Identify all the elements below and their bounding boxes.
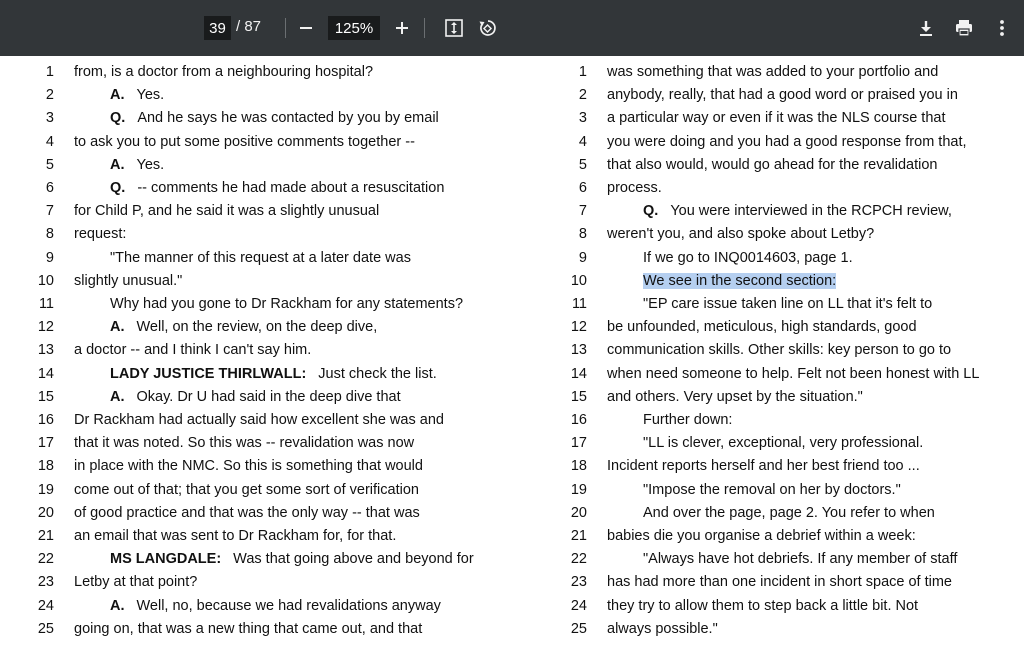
line-number: 11 <box>38 296 54 312</box>
line-number: 3 <box>45 110 54 127</box>
line-text <box>643 432 923 455</box>
line-number: 17 <box>570 435 587 452</box>
speech-text: has had more than one incident in short space of time <box>607 574 952 591</box>
line-text <box>607 84 958 107</box>
speech-text: "LL is clever, exceptional, very professional. <box>643 435 924 452</box>
speech-text: weren't you, and also spoke about Letby? <box>607 226 875 243</box>
download-button[interactable] <box>912 14 940 42</box>
line-text <box>110 154 164 177</box>
line-text <box>74 502 420 525</box>
toolbar-divider <box>424 18 425 38</box>
speech-text: for Child P, and he said it was a slightly unusual <box>74 203 380 220</box>
line-number: 22 <box>570 551 587 568</box>
line-number: 9 <box>578 249 587 266</box>
line-text <box>74 618 422 641</box>
line-text <box>74 409 444 432</box>
more-options-button[interactable] <box>988 14 1016 42</box>
line-text <box>74 432 414 455</box>
zoom-in-button[interactable] <box>388 14 416 42</box>
line-text <box>110 386 401 409</box>
line-number: 12 <box>570 319 587 336</box>
speech-text: Yes. <box>136 156 165 173</box>
speaker-label: A. <box>110 87 125 104</box>
line-text <box>110 177 444 200</box>
speech-text: be unfounded, meticulous, high standards, good <box>607 319 917 336</box>
line-text <box>643 200 952 223</box>
line-number: 16 <box>37 412 54 428</box>
speech-text: going on, that was a new thing that came out, and that <box>74 620 423 637</box>
speech-text: communication skills. Other skills: key person to go to <box>607 342 952 359</box>
speech-text: always possible." <box>607 620 718 637</box>
speech-text: a doctor -- and I think I can't say him. <box>74 342 312 359</box>
speech-text: babies die you organise a debrief within a week: <box>607 528 916 544</box>
line-number: 23 <box>570 574 587 591</box>
page-number-input[interactable]: 39 <box>204 16 231 40</box>
line-number: 5 <box>45 156 54 173</box>
line-number: 6 <box>45 180 54 196</box>
line-text <box>643 502 935 525</box>
line-text <box>643 479 901 502</box>
line-number: 25 <box>570 620 587 637</box>
line-number: 17 <box>37 435 54 452</box>
speech-text: to ask you to put some positive comments together -- <box>74 133 415 150</box>
line-text <box>607 525 916 548</box>
speech-text: Was that going above and beyond for <box>233 551 474 568</box>
line-text <box>607 61 938 84</box>
line-text <box>110 247 411 270</box>
line-text <box>110 107 439 130</box>
line-number: 9 <box>45 249 54 266</box>
speech-text: Dr Rackham had actually said how excellent she was and <box>74 412 444 428</box>
speech-text: they try to allow them to step back a little bit. Not <box>607 597 919 614</box>
line-number: 2 <box>45 87 54 104</box>
line-number: 2 <box>578 87 587 104</box>
speech-text: was something that was added to your portfolio and <box>607 64 939 80</box>
line-number: 6 <box>578 180 587 196</box>
speech-text: Well, no, because we had revalidations anyway <box>136 597 441 614</box>
speech-text: Letby at that point? <box>74 574 198 591</box>
line-text <box>607 177 662 200</box>
line-number: 13 <box>37 342 54 359</box>
line-text <box>74 455 423 478</box>
speech-text: Well, on the review, on the deep dive, <box>136 319 378 336</box>
speaker-label: LADY JUSTICE THIRLWALL: <box>110 365 307 382</box>
line-text <box>607 363 979 386</box>
line-number: 12 <box>37 319 54 336</box>
speech-text: a particular way or even if it was the NLS course that <box>607 110 946 127</box>
line-text <box>607 618 718 641</box>
speech-text: slightly unusual." <box>74 272 183 289</box>
line-number: 19 <box>37 481 54 498</box>
line-number: 18 <box>570 458 587 475</box>
document-page <box>0 56 1024 653</box>
line-number: 25 <box>37 620 54 637</box>
speaker-label: A. <box>110 597 125 614</box>
line-number: 1 <box>578 64 587 80</box>
fit-page-button[interactable] <box>440 14 468 42</box>
line-number: 15 <box>570 388 587 405</box>
line-text <box>607 131 967 154</box>
line-number: 8 <box>578 226 587 243</box>
line-number: 13 <box>570 342 587 359</box>
pdf-toolbar <box>0 0 1024 56</box>
line-text <box>74 200 379 223</box>
line-text <box>643 293 932 316</box>
print-icon <box>954 18 974 38</box>
line-text <box>74 223 126 246</box>
speaker-label: A. <box>110 388 125 405</box>
line-text <box>607 571 952 594</box>
line-text <box>74 270 182 293</box>
line-number: 20 <box>570 504 587 521</box>
line-number: 20 <box>37 504 54 521</box>
line-number: 7 <box>578 203 587 220</box>
highlighted-text: We see in the second section: <box>643 272 837 289</box>
line-text <box>74 131 415 154</box>
line-text <box>643 548 957 571</box>
speaker-label: MS LANGDALE: <box>110 551 222 568</box>
rotate-button[interactable] <box>474 14 502 42</box>
page-total: / 87 <box>236 18 262 35</box>
line-number: 3 <box>578 110 587 127</box>
plus-icon <box>394 20 410 36</box>
speech-text: And he says he was contacted by you by email <box>137 110 439 127</box>
speaker-label: Q. <box>643 203 659 220</box>
speech-text: Further down: <box>643 412 733 428</box>
zoom-out-button[interactable] <box>292 14 320 42</box>
line-text <box>607 339 951 362</box>
line-text <box>607 223 874 246</box>
line-number: 23 <box>37 574 54 591</box>
line-number: 16 <box>570 412 587 428</box>
line-number: 4 <box>45 133 54 150</box>
line-number: 15 <box>37 388 54 405</box>
speech-text: and others. Very upset by the situation." <box>607 388 863 405</box>
line-text <box>607 107 946 130</box>
speech-text: Yes. <box>136 87 165 104</box>
line-number: 8 <box>45 226 54 243</box>
print-button[interactable] <box>950 14 978 42</box>
line-text <box>74 525 396 548</box>
line-text <box>607 455 920 478</box>
speech-text: Why had you gone to Dr Rackham for any statements? <box>110 296 464 312</box>
line-number: 22 <box>37 551 54 568</box>
line-text <box>110 316 377 339</box>
line-text <box>607 595 918 618</box>
speaker-label: Q. <box>110 180 126 196</box>
line-number: 19 <box>570 481 587 498</box>
line-number: 5 <box>578 156 587 173</box>
line-number: 4 <box>578 133 587 150</box>
speech-text: of good practice and that was the only way -- that was <box>74 504 420 521</box>
line-number: 11 <box>571 296 587 312</box>
line-text <box>110 293 463 316</box>
speech-text: "EP care issue taken line on LL that it's felt to <box>643 296 933 312</box>
speech-text: "Always have hot debriefs. If any member of staff <box>643 551 958 568</box>
line-text <box>607 386 863 409</box>
line-number: 14 <box>570 365 587 382</box>
speaker-label: Q. <box>110 110 126 127</box>
line-number: 21 <box>37 528 54 544</box>
speech-text: Just check the list. <box>318 365 437 382</box>
line-number: 1 <box>45 64 54 80</box>
speech-text: If we go to INQ0014603, page 1. <box>643 249 853 266</box>
speech-text: come out of that; that you get some sort of verification <box>74 481 419 498</box>
speaker-label: A. <box>110 319 125 336</box>
speaker-label: A. <box>110 156 125 173</box>
rotate-icon <box>478 18 498 38</box>
speech-text: "The manner of this request at a later date was <box>110 249 411 266</box>
speech-text: from, is a doctor from a neighbouring hospital? <box>74 64 374 80</box>
line-text <box>643 409 732 432</box>
speech-text: Incident reports herself and her best friend too ... <box>607 458 920 475</box>
speech-text: request: <box>74 226 127 243</box>
line-text <box>74 339 311 362</box>
speech-text: process. <box>607 180 662 196</box>
line-text <box>110 363 437 386</box>
line-text <box>74 571 197 594</box>
speech-text: "Impose the removal on her by doctors." <box>643 481 901 498</box>
zoom-level-input[interactable]: 125% <box>328 16 380 40</box>
line-number: 24 <box>37 597 54 614</box>
line-number: 21 <box>570 528 587 544</box>
speech-text: in place with the NMC. So this is something that would <box>74 458 423 475</box>
speech-text: -- comments he had made about a resuscitation <box>137 180 445 196</box>
download-icon <box>917 19 935 37</box>
line-number: 24 <box>570 597 587 614</box>
line-text <box>110 548 474 571</box>
speech-text: that also would, would go ahead for the revalidation <box>607 156 938 173</box>
line-text <box>643 247 853 270</box>
speech-text: that it was noted. So this was -- revalidation was now <box>74 435 415 452</box>
line-text <box>74 479 419 502</box>
speech-text: an email that was sent to Dr Rackham for, for that. <box>74 528 397 544</box>
speech-text: you were doing and you had a good response from that, <box>607 133 967 150</box>
line-text <box>74 61 373 84</box>
minus-icon <box>298 20 314 36</box>
speech-text: Okay. Dr U had said in the deep dive that <box>136 388 401 405</box>
line-text <box>643 270 836 293</box>
line-text <box>110 84 164 107</box>
line-number: 10 <box>570 272 587 289</box>
line-number: 18 <box>37 458 54 475</box>
line-text <box>110 595 441 618</box>
speech-text: when need someone to help. Felt not been honest with LL <box>607 365 980 382</box>
speech-text: anybody, really, that had a good word or praised you in <box>607 87 958 104</box>
toolbar-divider <box>285 18 286 38</box>
line-number: 7 <box>45 203 54 220</box>
line-text <box>607 154 938 177</box>
line-text <box>607 316 917 339</box>
speech-text: You were interviewed in the RCPCH review, <box>670 203 952 220</box>
line-number: 10 <box>37 272 54 289</box>
more-vert-icon <box>999 19 1005 37</box>
line-number: 14 <box>37 365 54 382</box>
speech-text: And over the page, page 2. You refer to when <box>643 504 935 521</box>
fit-page-icon <box>444 18 464 38</box>
